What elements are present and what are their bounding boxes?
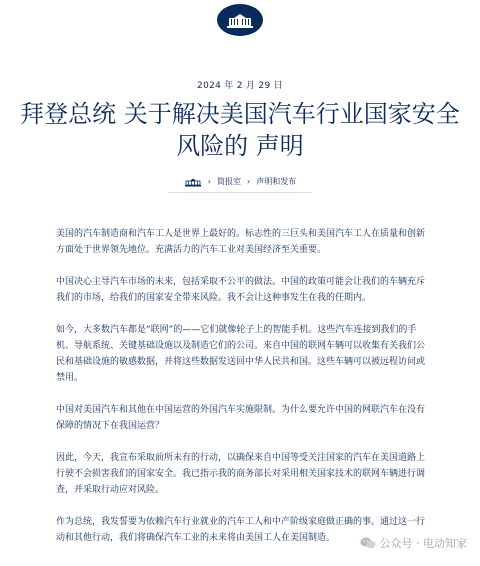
paragraph: 如今，大多数汽车都是“联网”的——它们就像轮子上的智能手机。这些汽车连接到我们的手机、导航系统、关键基础设施以及制造它们的公司。来自中国的联网车辆可以收集有关我们公民和基础设施的敏感数据，并将这些数据发送回中华人民共和国。这些车辆可以被远程访问或禁用。 bbox=[56, 325, 426, 383]
breadcrumb-briefing-room[interactable]: 简报室 bbox=[217, 177, 241, 186]
paragraph: 因此，今天，我宣布采取前所未有的行动，以确保来自中国等受关注国家的汽车在美国道路上行驶不会损害我们的国家安全。我已指示我的商务部长对采用相关国家技术的联网车辆进行调查，并采取行动应对风险。 bbox=[56, 453, 426, 495]
page-title: 拜登总统 关于解决美国汽车行业国家安全风险的 声明 bbox=[20, 100, 460, 160]
white-house-icon bbox=[225, 11, 255, 29]
wechat-icon bbox=[360, 536, 376, 550]
watermark-text: 公众号 · 电动知家 bbox=[379, 537, 467, 550]
breadcrumb-divider bbox=[168, 192, 312, 193]
breadcrumb-separator: › bbox=[247, 177, 251, 186]
paragraph: 作为总统，我发誓要为依赖汽车行业就业的汽车工人和中产阶级家庭做正确的事。通过这一行动和其他行动，我们将确保汽车工业的未来将由美国工人在美国制造。 bbox=[56, 517, 426, 543]
header-logo-area bbox=[0, 0, 480, 40]
statement-body bbox=[56, 226, 430, 562]
paragraph: 中国对美国汽车和其他在中国运营的外国汽车实施限制。为什么要允许中国的网联汽车在没有保障的情况下在我国运营？ bbox=[56, 405, 426, 431]
paragraph: 中国决心主导汽车市场的未来，包括采取不公平的做法。中国的政策可能会让我们的车辆充斥我们的市场，给我们的国家安全带来风险。我不会让这种事发生在我的任期内。 bbox=[56, 277, 426, 303]
paragraph: 美国的汽车制造商和汽车工人是世界上最好的。标志性的三巨头和美国汽车工人在质量和创新方面处于世界领先地位。充满活力的汽车工业对美国经济至关重要。 bbox=[56, 229, 426, 255]
publish-date: 2024 年 2 月 29 日 bbox=[197, 81, 283, 91]
watermark bbox=[357, 534, 471, 552]
white-house-logo[interactable] bbox=[217, 4, 263, 36]
breadcrumb-separator: › bbox=[207, 177, 211, 186]
breadcrumb-statements-releases[interactable]: 声明和发布 bbox=[256, 177, 297, 186]
breadcrumb bbox=[0, 176, 480, 187]
white-house-small-icon bbox=[184, 177, 202, 187]
